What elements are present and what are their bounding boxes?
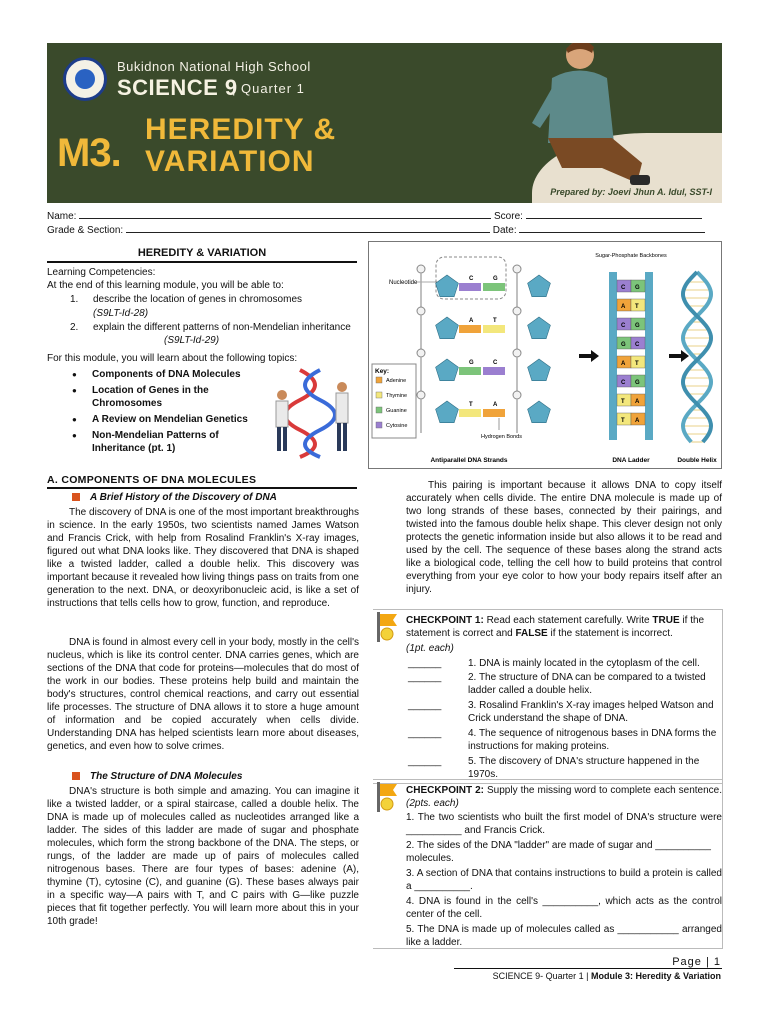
module-title-line2: VARIATION <box>145 145 315 178</box>
phosphate-circle <box>513 307 521 315</box>
answer-blank[interactable]: ______ <box>408 728 442 739</box>
answer-blank[interactable]: ______ <box>408 756 442 767</box>
base-letter: A <box>621 361 626 367</box>
phosphate-circle <box>417 307 425 315</box>
objective-number: 1. <box>70 294 79 305</box>
competencies-label: Learning Competencies: <box>47 267 156 278</box>
base-letter: G <box>635 285 640 291</box>
base-letter: C <box>635 342 640 348</box>
checkpoint-1-points: (1pt. each) <box>406 643 454 654</box>
intro-heading: HEREDITY & VARIATION <box>47 247 357 263</box>
base-letter: T <box>635 361 639 367</box>
base-letter: T <box>621 399 625 405</box>
topics-intro: For this module, you will learn about the following topics: <box>47 353 298 364</box>
key-title: Key: <box>375 368 390 375</box>
footer-module-info <box>493 971 721 981</box>
key-label: Thymine <box>386 393 408 399</box>
subject-title: SCIENCE 9 <box>117 75 238 100</box>
phosphate-circle <box>513 265 521 273</box>
scientists-dna-illustration <box>270 365 358 460</box>
grade-section-field[interactable] <box>126 223 490 233</box>
school-name: Bukidnon National High School <box>117 59 311 74</box>
base-letter: C <box>621 285 626 291</box>
dna-structure-diagram <box>368 241 722 469</box>
base-block <box>483 367 505 375</box>
hydrogen-bonds-label: Hydrogen Bonds <box>481 434 522 440</box>
key-label: Guanine <box>386 408 407 414</box>
checkpoint-1-instruction: if the statement is incorrect. <box>550 628 673 639</box>
base-letter: A <box>493 402 498 408</box>
history-subheading <box>72 492 277 503</box>
module-banner <box>47 43 722 203</box>
name-field[interactable] <box>79 209 491 219</box>
key-label: Cytosine <box>386 423 408 429</box>
sugar-pentagon <box>528 401 551 423</box>
base-letter: A <box>635 418 640 424</box>
checkpoint-1-instruction: Read each statement carefully. Write <box>486 615 650 626</box>
base-letter: A <box>621 304 626 310</box>
history-title: A Brief History of the Discovery of DNA <box>90 492 277 503</box>
base-letter: A <box>635 399 640 405</box>
checkpoint-2-label: CHECKPOINT 2: <box>406 785 485 796</box>
module-code: M3. <box>57 131 121 175</box>
base-block <box>483 409 505 417</box>
score-label: Score: <box>494 211 523 222</box>
footer-course: SCIENCE 9- Quarter 1 | <box>492 971 589 981</box>
ladder-backbone <box>645 272 653 440</box>
bullet-arrow-icon <box>72 772 80 780</box>
grade-section-label: Grade & Section: <box>47 225 124 236</box>
base-letter: G <box>621 342 626 348</box>
checkpoint-1-instructions <box>406 614 722 640</box>
answer-blank[interactable]: ______ <box>408 700 442 711</box>
caption-double-helix: Double Helix <box>677 457 717 464</box>
checkpoint-2-item: 4. DNA is found in the cell's __________, which acts as the control center of the cell. <box>406 896 722 920</box>
structure-title: The Structure of DNA Molecules <box>90 771 243 782</box>
topic-item: ● Location of Genes in the Chromosomes <box>70 384 240 410</box>
section-a-heading: A. COMPONENTS OF DNA MOLECULES <box>47 474 357 489</box>
key-swatch <box>376 392 382 398</box>
arrow-right-icon <box>669 350 689 362</box>
pairing-paragraph: This pairing is important because it allows DNA to copy itself accurately when cells divide. The entire DNA molecule is made up of two long strands of these bases, connected by their pairings, and twisted into the famous double helix shape. This clever design not only protects the genetic information inside but also allows it to be read and used by the cell. The sequence of these bases along the strand acts like a biological code, telling the cell how to build proteins that control everything from your eye color to how your body repairs itself after an injury. <box>406 480 722 595</box>
base-block <box>459 367 481 375</box>
key-swatch <box>376 377 382 383</box>
checkpoint-2-points: (2pts. each) <box>406 798 459 809</box>
checkpoint-2-instruction: Supply the missing word to complete each sentence. <box>487 785 722 796</box>
caption-antiparallel-strands: Antiparallel DNA Strands <box>430 457 508 464</box>
sugar-pentagon <box>528 359 551 381</box>
objective-text: describe the location of genes in chromosomes <box>93 294 303 305</box>
checkpoint-2-item: 2. The sides of the DNA "ladder" are made of sugar and __________ molecules. <box>406 840 711 864</box>
module-title-line1: HEREDITY & <box>145 113 337 146</box>
footer-module: Module 3: Heredity & Variation <box>590 971 721 981</box>
name-score-row <box>47 209 702 222</box>
base-letter: A <box>469 318 474 324</box>
checkpoint-2-item: 5. The DNA is made up of molecules called as ___________ arranged like a ladder. <box>406 924 722 948</box>
objective-number: 2. <box>70 322 79 333</box>
quarter-label: | Quarter 1 <box>232 81 305 96</box>
base-letter: C <box>493 360 498 366</box>
base-letter: T <box>493 318 497 324</box>
topic-item: ● Components of DNA Molecules <box>70 368 270 381</box>
dna-diagram-svg <box>369 242 721 468</box>
backbone-label: Sugar-Phosphate Backbones <box>595 253 667 259</box>
school-seal-logo <box>63 57 107 101</box>
name-label: Name: <box>47 211 77 222</box>
checkpoint-2-instructions <box>406 784 722 810</box>
phosphate-circle <box>417 391 425 399</box>
false-keyword: FALSE <box>515 628 548 639</box>
sugar-pentagon <box>436 359 459 381</box>
base-letter: G <box>493 276 498 282</box>
checkpoint-1-item: 3. Rosalind Franklin's X-ray images helped Watson and Crick understand the shape of DNA. <box>468 700 714 724</box>
footer-divider <box>454 968 722 969</box>
checkpoint-1-item: 1. DNA is mainly located in the cytoplasm of the cell. <box>468 658 700 669</box>
date-field[interactable] <box>519 223 705 233</box>
base-letter: G <box>635 323 640 329</box>
phosphate-circle <box>513 349 521 357</box>
checkpoint-flag-icon <box>375 782 399 816</box>
competencies-intro: At the end of this learning module, you will be able to: <box>47 280 284 291</box>
base-block <box>483 283 505 291</box>
objective-text: explain the different patterns of non-Mendelian inheritance <box>93 322 351 333</box>
true-keyword: TRUE <box>652 615 680 626</box>
base-letter: G <box>635 380 640 386</box>
ladder-backbone <box>609 272 617 440</box>
topic-item: ● Non-Mendelian Patterns of Inheritance (pt. 1) <box>70 429 240 455</box>
phosphate-circle <box>417 265 425 273</box>
phosphate-circle <box>417 349 425 357</box>
checkpoint-1-item: 5. The discovery of DNA's structure happened in the 1970s. <box>468 756 700 780</box>
page-number: Page | 1 <box>672 956 721 968</box>
base-letter: C <box>469 276 474 282</box>
seated-scientist-illustration <box>502 43 652 193</box>
arrow-right-icon <box>579 350 599 362</box>
checkpoint-1-item: 2. The structure of DNA can be compared to a twisted ladder called a double helix. <box>468 672 706 696</box>
sugar-pentagon <box>528 317 551 339</box>
base-letter: C <box>621 323 626 329</box>
sugar-pentagon <box>528 275 551 297</box>
structure-subheading <box>72 771 242 782</box>
base-block <box>459 325 481 333</box>
phosphate-circle <box>513 391 521 399</box>
answer-blank[interactable]: ______ <box>408 658 442 669</box>
base-letter: T <box>469 402 473 408</box>
base-block <box>483 325 505 333</box>
base-letter: G <box>469 360 474 366</box>
key-swatch <box>376 407 382 413</box>
checkpoint-flag-icon <box>375 612 399 646</box>
date-label: Date: <box>492 225 517 236</box>
base-letter: C <box>621 380 626 386</box>
answer-blank[interactable]: ______ <box>408 672 442 683</box>
bullet-arrow-icon <box>72 493 80 501</box>
structure-paragraph: DNA's structure is both simple and amazing. You can imagine it like a twisted ladder, or a spiral staircase, called a double helix. The DNA is made up of molecules called as nucleotides arranged like a ladder. The sides of this ladder are made of sugar and phosphate molecules, which form the strong backbone of the DNA. The steps, or rungs, of the ladder are made up of pairs of molecules called nitrogenous bases. There are four types of bases: adenine (A), thymine (T), cytosine (C), and guanine (G). These bases always pair in a specific way—A pairs with T, and C pairs with G—like puzzle pieces that fit together perfectly. You will learn more about this in your 10th grade! <box>47 786 359 927</box>
dna-key <box>372 364 416 438</box>
checkpoint-1-label: CHECKPOINT 1: <box>406 615 484 626</box>
history-paragraph-2: DNA is found in almost every cell in your body, mostly in the cell's nucleus, which is like its control center. DNA carries genes, which are sections of the DNA that code for proteins—molecules that do most of the work in our bodies. These proteins help build and maintain the body's structures, control chemical reactions, and carry out essential life processes. The structure of DNA allows it to store a huge amount of information and be copied accurately when cells divide. Understanding DNA has helped scientists learn more about diseases, genetics, and even how to solve crimes. <box>47 637 359 752</box>
caption-dna-ladder: DNA Ladder <box>612 457 650 464</box>
grade-date-row <box>47 223 705 236</box>
sugar-pentagon <box>436 317 459 339</box>
sugar-pentagon <box>436 275 459 297</box>
topic-item: ● A Review on Mendelian Genetics <box>70 413 270 426</box>
checkpoint-2-item: 1. The two scientists who built the first model of DNA's structure were __________ and Francis Crick. <box>406 812 722 836</box>
sugar-pentagon <box>436 401 459 423</box>
key-label: Adenine <box>386 378 407 384</box>
score-field[interactable] <box>526 209 702 219</box>
base-letter: T <box>621 418 625 424</box>
nucleotide-label: Nucleotide <box>389 280 418 286</box>
prepared-by: Prepared by: Joevi Jhun A. Idul, SST-I <box>550 187 712 197</box>
topics-list <box>70 368 270 458</box>
checkpoint-1-item: 4. The sequence of nitrogenous bases in DNA forms the instructions for making proteins. <box>468 728 717 752</box>
objective-code: (S9LT-Id-28) <box>93 308 149 319</box>
base-letter: T <box>635 304 639 310</box>
key-swatch <box>376 422 382 428</box>
objective-code: (S9LT-Id-29) <box>164 335 220 346</box>
base-block <box>459 409 481 417</box>
checkpoint-2-item: 3. A section of DNA that contains instructions to build a protein is called a __________. <box>406 868 722 892</box>
checkpoint-1-instruction: if the statement is correct and <box>406 615 705 639</box>
base-block <box>459 283 481 291</box>
history-paragraph-1: The discovery of DNA is one of the most important breakthroughs in science. In the early 1950s, two scientists named James Watson and Francis Crick, with help from Rosalind Franklin's X-ray images, figured out what DNA looks like. They discovered that DNA is shaped like a twisted ladder, called a double helix. This discovery was important because it revealed how living things pass on traits from one generation to the next. DNA, or deoxyribonucleic acid, is like a set of instructions that tells cells how to grow, function, and reproduce. <box>47 507 359 609</box>
